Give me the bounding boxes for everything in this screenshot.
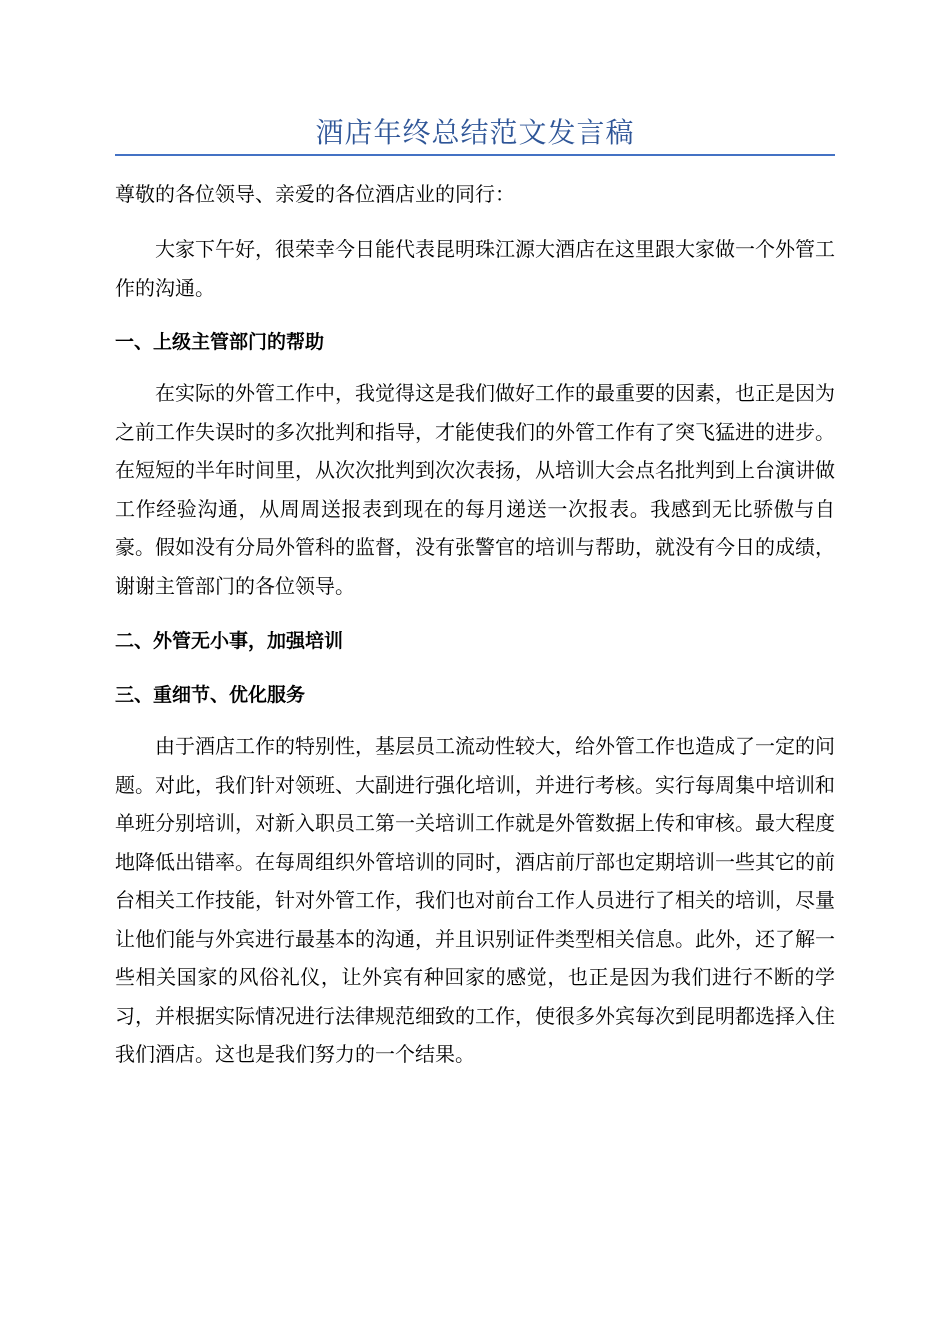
title-underline: [115, 154, 835, 156]
section-heading-3: 三、重细节、优化服务: [115, 684, 306, 706]
document-body: [115, 174, 835, 1074]
document-title: 酒店年终总结范文发言稿: [315, 116, 635, 149]
intro-paragraph: 大家下午好，很荣幸今日能代表昆明珠江源大酒店在这里跟大家做一个外管工作的沟通。: [115, 237, 835, 300]
section-body-3: 由于酒店工作的特别性，基层员工流动性较大，给外管工作也造成了一定的问题。对此，我们针对领班、大副进行强化培训，并进行考核。实行每周集中培训和单班分别培训，对新入职员工第一关培训工作就是外管数据上传和审核。最大程度地降低出错率。在每周组织外管培训的同时，酒店前厅部也定期培训一些其它的前台相关工作技能，针对外管工作，我们也对前台工作人员进行了相关的培训，尽量让他们能与外宾进行最基本的沟通，并且识别证件类型相关信息。此外，还了解一些相关国家的风俗礼仪，让外宾有种回家的感觉，也正是因为我们进行不断的学习，并根据实际情况进行法律规范细致的工作，使很多外宾每次到昆明都选择入住我们酒店。这也是我们努力的一个结果。: [115, 734, 835, 1066]
section-heading-2: 二、外管无小事，加强培训: [115, 630, 344, 652]
greeting-line: 尊敬的各位领导、亲爱的各位酒店业的同行：: [115, 182, 515, 206]
section-heading-1: 一、上级主管部门的帮助: [115, 331, 325, 353]
section-body-1: 在实际的外管工作中，我觉得这是我们做好工作的最重要的因素，也正是因为之前工作失误时的多次批判和指导，才能使我们的外管工作有了突飞猛进的进步。在短短的半年时间里，从次次批判到次次表扬，从培训大会点名批判到上台演讲做工作经验沟通，从周周送报表到现在的每月递送一次报表。我感到无比骄傲与自豪。假如没有分局外管科的监督，没有张警官的培训与帮助，就没有今日的成绩，谢谢主管部门的各位领导。: [115, 381, 835, 598]
